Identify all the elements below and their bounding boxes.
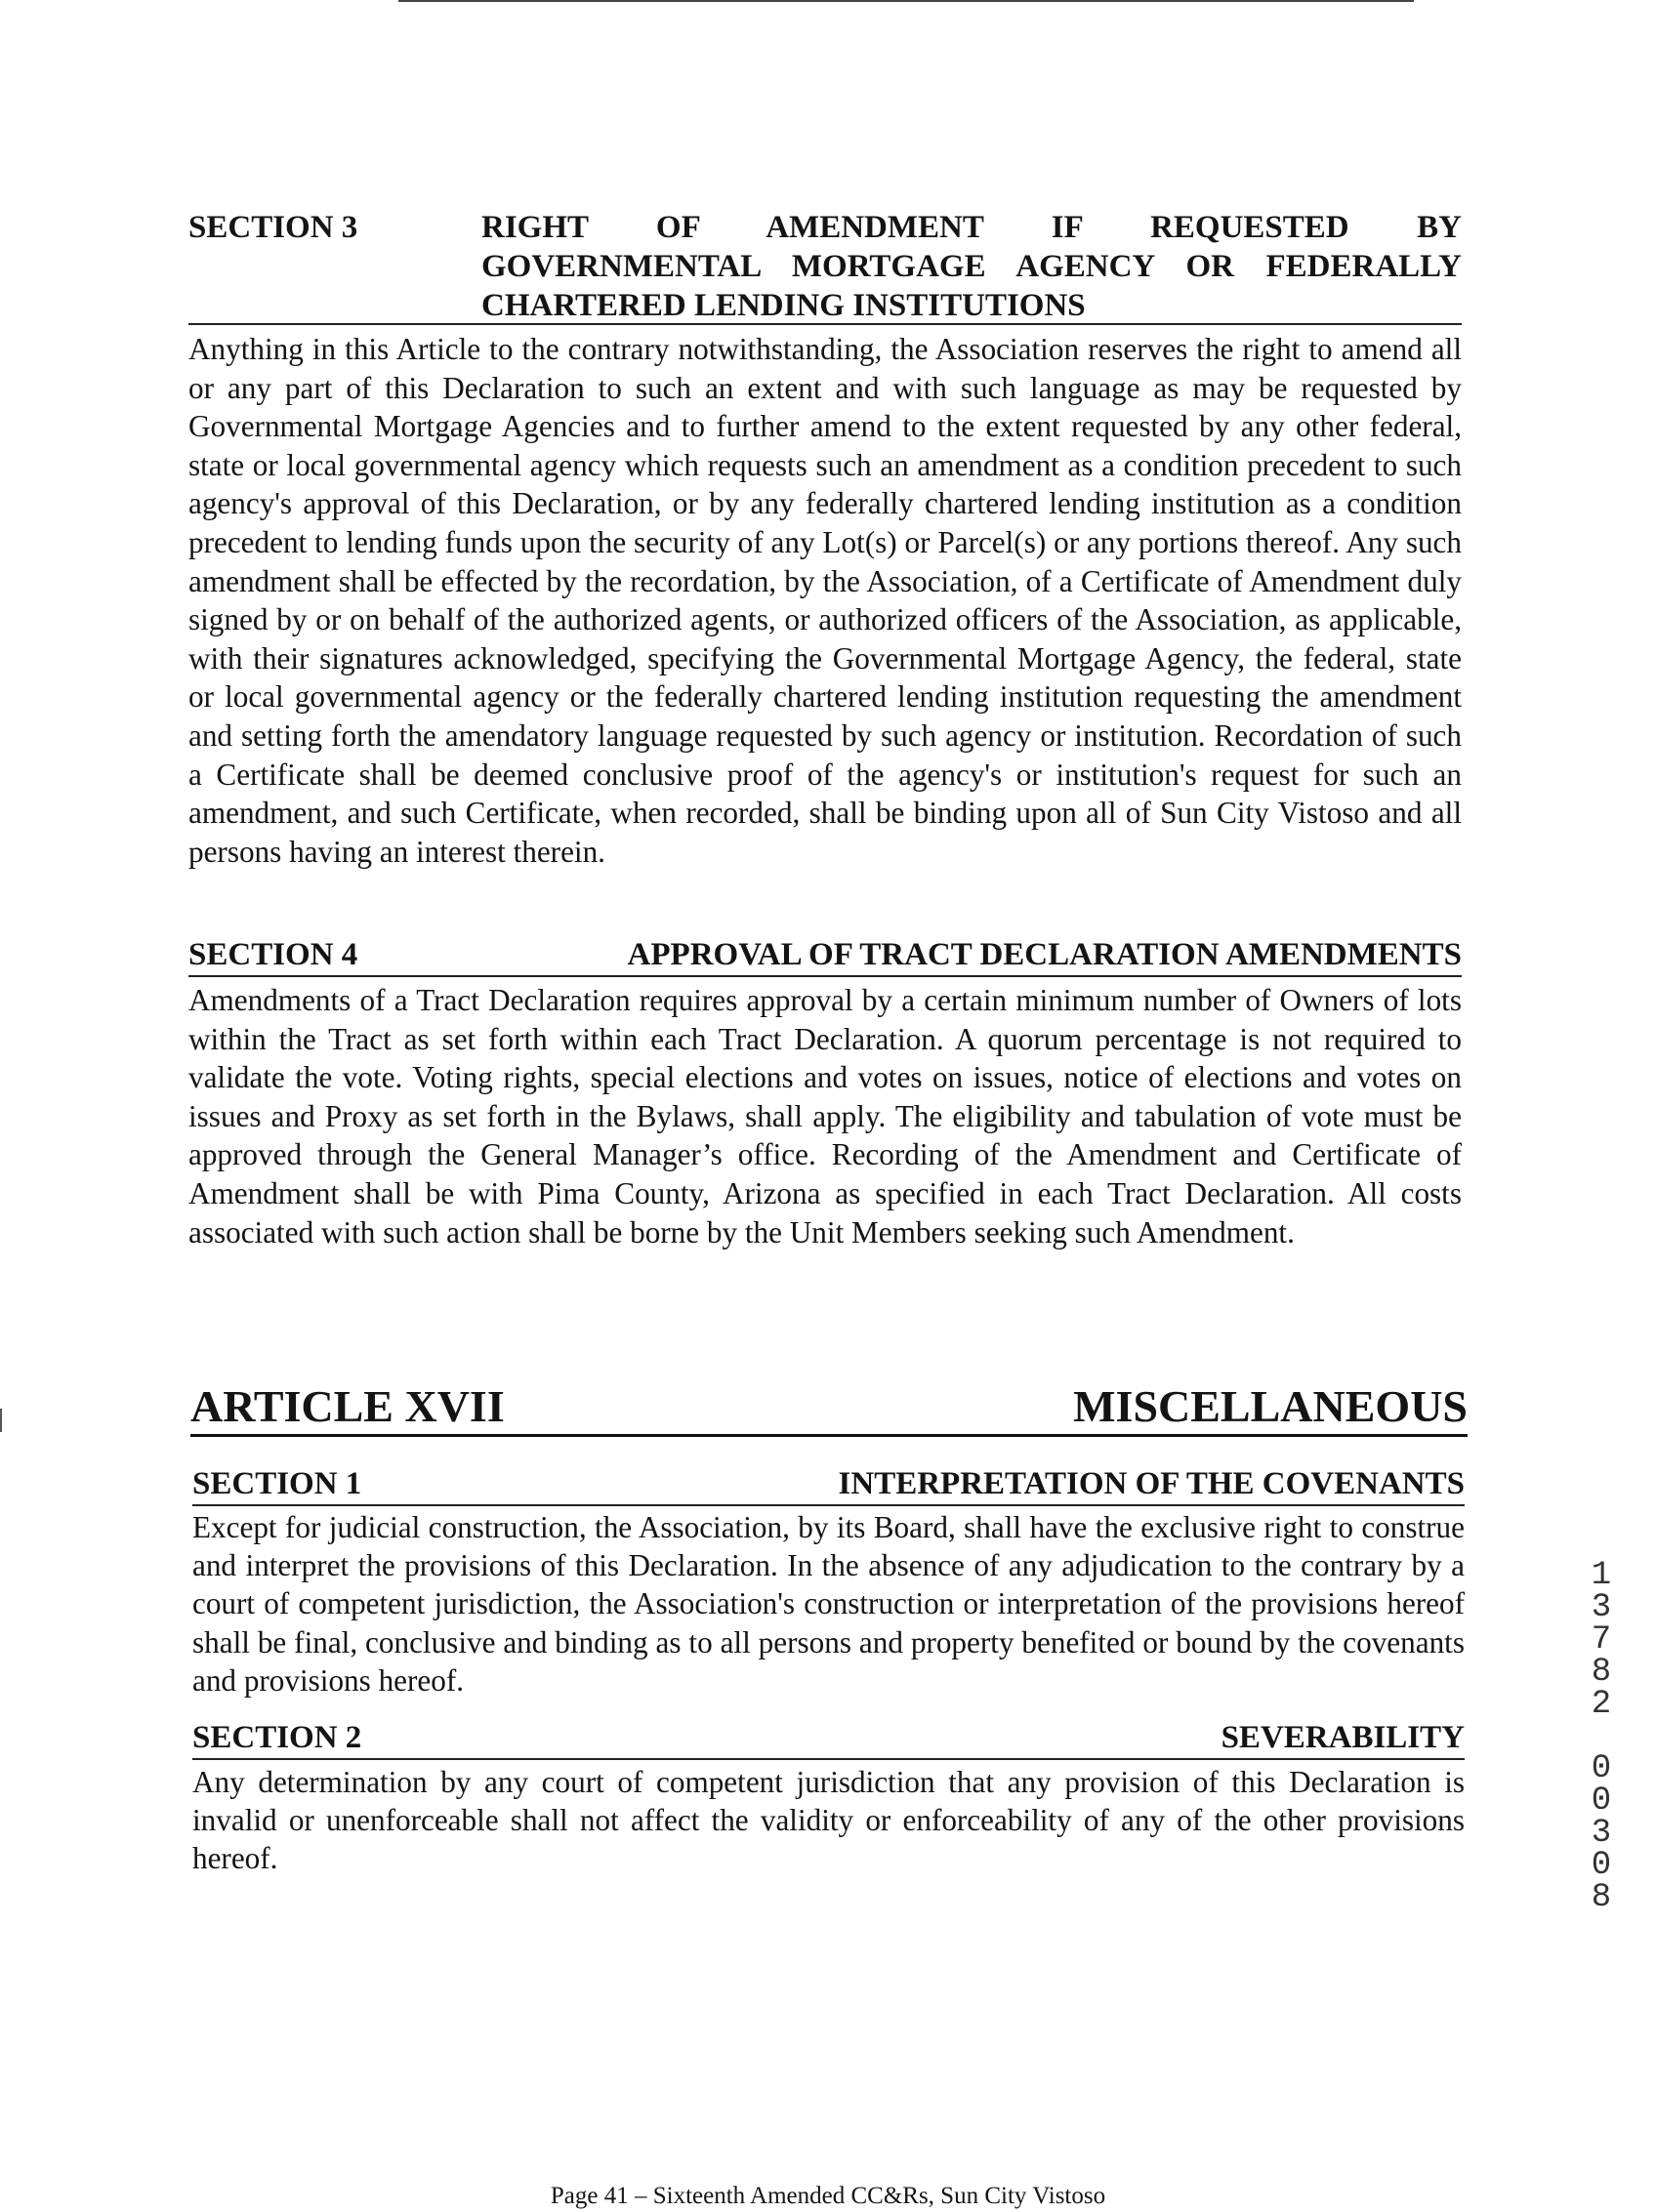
section3-title-line1: RIGHT OF AMENDMENT IF REQUESTED BY: [481, 210, 1462, 245]
section3-title-line3: CHARTERED LENDING INSTITUTIONS: [481, 288, 1086, 323]
article-number: ARTICLE XVII: [190, 1381, 505, 1431]
article-title: MISCELLANEOUS: [1073, 1381, 1468, 1431]
article-section2-title: SEVERABILITY: [1221, 1720, 1465, 1755]
recording-number-text: 1 3 7 8 2 0 0 3 0 8: [1591, 1557, 1612, 1916]
recording-number-stamp: [1582, 1557, 1621, 1916]
scan-margin-mark: [0, 1409, 2, 1432]
top-rule: [398, 0, 1414, 2]
article-section1-number: SECTION 1: [192, 1466, 362, 1501]
section3-body: Anything in this Article to the contrary notwithstanding, the Association reserves the right to amend all or any part of this Declaration to such an extent and with such language as may be requested by Governmental Mortgage Agencies and to further amend to the extent requested by any other federal, state or local governmental agency which requests such an amendment as a condition precedent to such agency's approval of this Declaration, or by any federally chartered lending institution as a condition precedent to lending funds upon the security of any Lot(s) or Parcel(s) or any portions thereof. Any such amendment shall be effected by the recordation, by the Association, of a Certificate of Amendment duly signed by or on behalf of the authorized agents, or authorized officers of the Association, as applicable, with their signatures acknowledged, specifying the Governmental Mortgage Agency, the federal, state or local governmental agency or the federally chartered lending institution requesting the amendment and setting forth the amendatory language requested by such agency or institution. Recordation of such a Certificate shall be deemed conclusive proof of the agency's or institution's request for such an amendment, and such Certificate, when recorded, shall be binding upon all of Sun City Vistoso and all persons having an interest therein.: [188, 332, 1462, 869]
page-footer: Page 41 – Sixteenth Amended CC&Rs, Sun City Vistoso: [550, 2183, 1106, 2209]
section4-number: SECTION 4: [188, 937, 358, 972]
section4-heading: [188, 935, 1462, 977]
article-section1-title: INTERPRETATION OF THE COVENANTS: [838, 1466, 1465, 1501]
section3-title-line2: GOVERNMENTAL MORTGAGE AGENCY OR FEDERALLY: [481, 249, 1462, 284]
section3-number: SECTION 3: [188, 210, 358, 245]
article-section1-heading: [192, 1464, 1465, 1506]
article-heading: [190, 1379, 1468, 1437]
section3-heading: [188, 208, 1462, 325]
section4-title: APPROVAL OF TRACT DECLARATION AMENDMENTS: [627, 937, 1462, 972]
article-section2-body: Any determination by any court of competent jurisdiction that any provision of this Declaration is invalid or unenforceable shall not affect the validity or enforceability of any of the other provisions hereof.: [192, 1765, 1465, 1876]
article-section2-heading: [192, 1718, 1465, 1760]
article-section2-number: SECTION 2: [192, 1720, 362, 1755]
section4-body: Amendments of a Tract Declaration requires approval by a certain minimum number of Owners of lots within the Tract as set forth within each Tract Declaration. A quorum percentage is not required to validate the vote. Voting rights, special elections and votes on issues, notice of elections and votes on issues and Proxy as set forth in the Bylaws, shall apply. The eligibility and tabulation of vote must be approved through the General Manager’s office. Recording of the Amendment and Certificate of Amendment shall be with Pima County, Arizona as specified in each Tract Declaration. All costs associated with such action shall be borne by the Unit Members seeking such Amendment.: [188, 983, 1462, 1249]
article-section1-body: Except for judicial construction, the Association, by its Board, shall have the exclusive right to construe and interpret the provisions of this Declaration. In the absence of any adjudication to the contrary by a court of competent jurisdiction, the Association's construction or interpretation of the provisions hereof shall be final, conclusive and binding as to all persons and property benefited or bound by the covenants and provisions hereof.: [192, 1510, 1465, 1698]
